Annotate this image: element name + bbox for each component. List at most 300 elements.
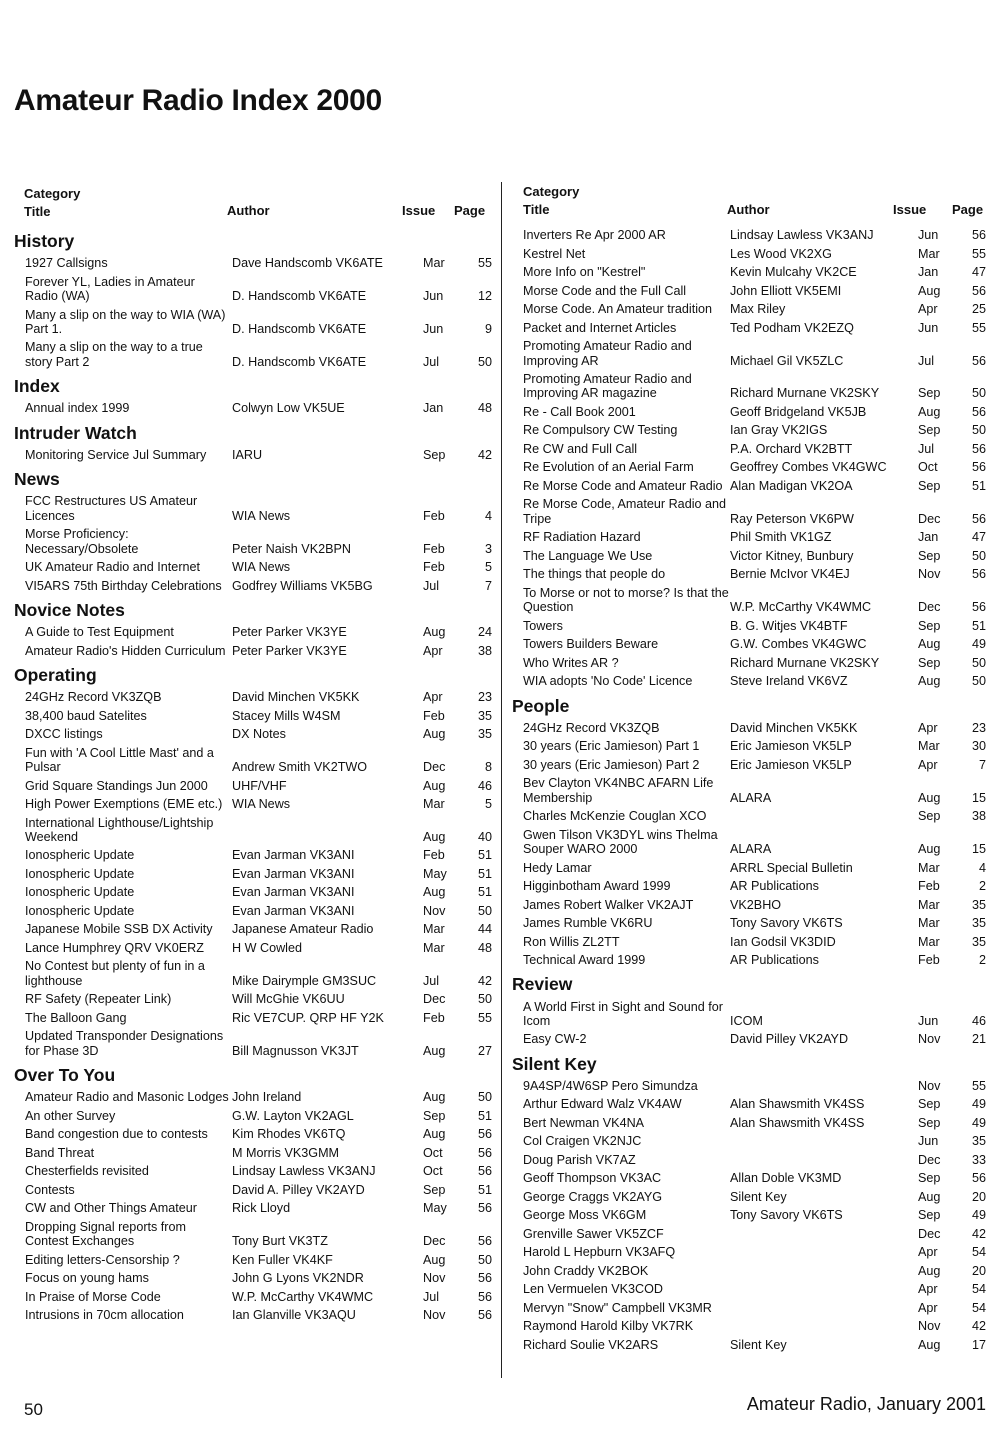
entry-author: Geoff Bridgeland VK5JB — [730, 404, 867, 419]
index-entry — [512, 497, 990, 526]
entry-title: Re CW and Full Call — [523, 441, 638, 456]
entry-title: Raymond Harold Kilby VK7RK — [523, 1319, 694, 1334]
entry-issue: Aug — [423, 625, 446, 640]
entry-title: Forever YL, Ladies in Amateur Radio (WA) — [25, 274, 195, 303]
entry-issue: Jul — [918, 441, 935, 456]
entry-page: 20 — [971, 1263, 986, 1278]
entry-page: 54 — [971, 1300, 986, 1315]
entry-issue: Apr — [423, 643, 443, 658]
entry-page: 3 — [484, 541, 492, 556]
page-number: 50 — [24, 1400, 43, 1419]
entry-title: Re Evolution of an Aerial Farm — [523, 460, 694, 475]
index-entry — [14, 1290, 494, 1304]
entry-author: Alan Shawsmith VK4SS — [730, 1097, 865, 1112]
entry-issue: Sep — [918, 655, 941, 670]
entry-author: Eric Jamieson VK5LP — [730, 757, 852, 772]
index-entry — [512, 265, 990, 279]
entry-title: 24GHz Record VK3ZQB — [523, 720, 660, 735]
entry-page: 35 — [971, 1134, 986, 1149]
category-heading: Silent Key — [512, 1053, 597, 1074]
category-heading: Review — [512, 974, 573, 995]
entry-title: Band Threat — [25, 1145, 95, 1160]
entry-issue: Mar — [918, 739, 940, 754]
index-entry — [14, 494, 494, 523]
entry-title: Morse Code. An Amateur tradition — [523, 302, 713, 317]
entry-author: John Elliott VK5EMI — [730, 283, 842, 298]
entry-author: Godfrey Williams VK5BG — [232, 578, 373, 593]
entry-title: Geoff Thompson VK3AC — [523, 1171, 662, 1186]
entry-page: 50 — [477, 1090, 492, 1105]
entry-issue: Sep — [423, 1108, 446, 1123]
entry-title: The things that people do — [523, 567, 666, 582]
category-heading: Intruder Watch — [14, 422, 137, 443]
entry-author: IARU — [232, 447, 263, 462]
entry-page: 9 — [484, 321, 492, 336]
index-column-left — [14, 180, 494, 1327]
entry-title: Editing letters-Censorship ? — [25, 1252, 180, 1267]
index-entry — [512, 1190, 990, 1204]
entry-page: 27 — [477, 1043, 492, 1058]
entry-issue: Mar — [423, 922, 445, 937]
index-entry — [14, 644, 494, 658]
entry-author: Richard Murnane VK2SKY — [730, 655, 880, 670]
entry-issue: Aug — [423, 885, 446, 900]
category-heading: People — [512, 695, 570, 716]
index-entry — [14, 885, 494, 899]
entry-issue: Jan — [918, 265, 939, 280]
entry-author: Ian Godsil VK3DID — [730, 934, 836, 949]
entry-title: Re Morse Code and Amateur Radio — [523, 478, 723, 493]
entry-author: David Minchen VK5KK — [730, 720, 858, 735]
index-entry — [512, 758, 990, 772]
entry-issue: Sep — [423, 1182, 446, 1197]
entry-title: George Moss VK6GM — [523, 1208, 647, 1223]
entry-title: Hedy Lamar — [523, 860, 592, 875]
entry-page: 56 — [971, 460, 986, 475]
entry-page: 2 — [978, 953, 986, 968]
entry-title: CW and Other Things Amateur — [25, 1201, 197, 1216]
entry-author: Evan Jarman VK3ANI — [232, 885, 355, 900]
entry-page: 47 — [971, 530, 986, 545]
entry-author: W.P. McCarthy VK4WMC — [232, 1289, 374, 1304]
entry-page: 56 — [477, 1308, 492, 1323]
entry-issue: Feb — [423, 1010, 445, 1025]
entry-issue: Apr — [423, 690, 443, 705]
entry-author: Phil Smith VK1GZ — [730, 530, 832, 545]
entry-issue: Jun — [918, 1134, 939, 1149]
index-entry — [512, 321, 990, 335]
index-entry — [512, 1032, 990, 1046]
index-entry — [14, 1011, 494, 1025]
entry-page: 48 — [477, 401, 492, 416]
entry-issue: Apr — [918, 720, 938, 735]
entry-issue: Aug — [918, 1189, 941, 1204]
entry-page: 56 — [971, 283, 986, 298]
entry-title: Richard Soulie VK2ARS — [523, 1337, 659, 1352]
entry-page: 12 — [477, 289, 492, 303]
entry-issue: Jul — [918, 353, 935, 368]
entry-issue: Dec — [918, 1226, 941, 1241]
entry-title: Who Writes AR ? — [523, 655, 619, 670]
category-heading: History — [14, 231, 75, 251]
entry-issue: Mar — [423, 797, 445, 812]
entry-issue: Aug — [918, 1337, 941, 1352]
entry-page: 48 — [477, 940, 492, 955]
entry-title: In Praise of Morse Code — [25, 1289, 161, 1304]
entry-title: Towers — [523, 618, 563, 633]
index-entry — [512, 302, 990, 316]
entry-author: Alan Madigan VK2OA — [730, 478, 853, 493]
entry-author: Kim Rhodes VK6TQ — [232, 1127, 346, 1142]
index-entry — [512, 879, 990, 893]
entry-author: B. G. Witjes VK4BTF — [730, 618, 848, 633]
entry-page: 23 — [971, 720, 986, 735]
entry-title: No Contest but plenty of fun in a lighthouse — [25, 959, 205, 988]
index-entry — [512, 1227, 990, 1241]
entry-author: G.W. Layton VK2AGL — [232, 1108, 354, 1123]
entry-author: Bernie McIvor VK4EJ — [730, 567, 850, 582]
entry-title: The Language We Use — [523, 548, 653, 563]
entry-author: WIA News — [232, 797, 291, 812]
entry-page: 56 — [971, 353, 986, 368]
entry-issue: Mar — [918, 246, 940, 261]
entry-title: RF Radiation Hazard — [523, 530, 641, 545]
entry-page: 51 — [477, 1182, 492, 1197]
entry-title: Monitoring Service Jul Summary — [25, 447, 207, 462]
entry-page: 33 — [971, 1152, 986, 1167]
entry-author: ICOM — [730, 1013, 763, 1028]
index-entry — [512, 1245, 990, 1259]
entry-page: 54 — [971, 1245, 986, 1260]
entry-page: 25 — [971, 302, 986, 317]
entry-page: 35 — [971, 916, 986, 931]
index-entry — [14, 867, 494, 881]
entry-title: High Power Exemptions (EME etc.) — [25, 797, 223, 812]
entry-page: 56 — [971, 600, 986, 615]
entry-page: 51 — [971, 478, 986, 493]
entry-page: 51 — [971, 618, 986, 633]
header-page: Page — [952, 202, 984, 217]
entry-page: 42 — [971, 1226, 986, 1241]
entry-issue: Mar — [423, 256, 445, 271]
entry-issue: Jul — [423, 354, 440, 369]
index-entry — [512, 423, 990, 437]
entry-author: Silent Key — [730, 1337, 787, 1352]
entry-issue: Dec — [423, 992, 446, 1007]
entry-author: Kevin Mulcahy VK2CE — [730, 265, 857, 280]
entry-title: Intrusions in 70cm allocation — [25, 1308, 184, 1323]
entry-title: Col Craigen VK2NJC — [523, 1134, 642, 1149]
entry-page: 56 — [971, 567, 986, 582]
entry-title: James Rumble VK6RU — [523, 916, 653, 931]
entry-title: Updated Transponder Designations for Phase 3D — [25, 1029, 224, 1058]
index-entry — [512, 637, 990, 651]
entry-issue: Dec — [918, 600, 941, 615]
index-entry — [512, 479, 990, 493]
entry-page: 38 — [477, 643, 492, 658]
index-entry — [14, 1183, 494, 1197]
entry-page: 35 — [971, 897, 986, 912]
entry-author: Tony Savory VK6TS — [730, 916, 843, 931]
index-entry — [512, 935, 990, 949]
entry-issue: Apr — [918, 1282, 938, 1297]
entry-page: 4 — [484, 508, 492, 523]
entry-title: Focus on young hams — [25, 1271, 149, 1286]
entry-title: Many a slip on the way to WIA (WA) Part 1. — [25, 307, 226, 336]
entry-issue: Aug — [423, 727, 446, 742]
entry-issue: Sep — [918, 809, 941, 824]
entry-issue: Nov — [423, 1308, 446, 1323]
entry-author: VK2BHO — [730, 897, 782, 912]
entry-title: Ron Willis ZL2TT — [523, 934, 620, 949]
entry-issue: Sep — [918, 618, 941, 633]
entry-page: 35 — [477, 727, 492, 742]
entry-issue: Nov — [918, 1078, 941, 1093]
entry-page: 30 — [971, 739, 986, 754]
index-entry — [14, 275, 494, 304]
entry-author: M Morris VK3GMM — [232, 1145, 340, 1160]
entry-page: 35 — [477, 708, 492, 723]
index-entry — [14, 1220, 494, 1249]
index-entry — [14, 527, 494, 556]
entry-author: ARRL Special Bulletin — [730, 860, 853, 875]
entry-title: An other Survey — [25, 1108, 116, 1123]
index-entry — [512, 1000, 990, 1029]
index-column-right — [512, 180, 990, 1356]
entry-author: Lindsay Lawless VK3ANJ — [232, 1164, 376, 1179]
right-sections — [512, 695, 990, 1353]
entry-issue: Feb — [423, 708, 445, 723]
entry-author: Ted Podham VK2EZQ — [730, 320, 854, 335]
entry-title: Amateur Radio's Hidden Curriculum — [25, 643, 226, 658]
index-entry — [512, 247, 990, 261]
index-entry — [512, 460, 990, 474]
entry-title: To Morse or not to morse? Is that the Question — [523, 585, 729, 615]
entry-author: Richard Murnane VK2SKY — [730, 386, 880, 401]
entry-author: UHF/VHF — [232, 778, 287, 793]
header-category: Category — [24, 186, 81, 201]
entry-author: Steve Ireland VK6VZ — [730, 674, 848, 689]
entry-title: Charles McKenzie Couglan XCO — [523, 809, 707, 824]
index-entry — [512, 1338, 990, 1352]
entry-author: Ric VE7CUP. QRP HF Y2K — [232, 1010, 384, 1025]
entry-page: 49 — [971, 1208, 986, 1223]
entry-page: 40 — [477, 829, 492, 844]
entry-issue: Aug — [918, 637, 941, 652]
entry-page: 49 — [971, 1097, 986, 1112]
entry-page: 35 — [971, 934, 986, 949]
index-entry — [512, 828, 990, 857]
entry-page: 47 — [971, 265, 986, 280]
entry-issue: Aug — [918, 283, 941, 298]
entry-issue: Dec — [423, 760, 446, 775]
entry-title: Arthur Edward Walz VK4AW — [523, 1097, 682, 1112]
index-entry — [14, 992, 494, 1006]
entry-title: Kestrel Net — [523, 246, 586, 261]
entry-page: 42 — [477, 447, 492, 462]
entry-page: 21 — [971, 1032, 986, 1047]
entry-author: Evan Jarman VK3ANI — [232, 866, 355, 881]
index-entry — [14, 779, 494, 793]
entry-page: 42 — [477, 973, 492, 988]
index-entry — [512, 898, 990, 912]
entry-issue: Jul — [423, 973, 440, 988]
index-entry — [14, 448, 494, 462]
entry-author: AR Publications — [730, 953, 819, 968]
entry-author: Les Wood VK2XG — [730, 246, 832, 261]
entry-page: 50 — [971, 674, 986, 689]
index-entry — [512, 1264, 990, 1278]
entry-issue: Nov — [423, 1271, 446, 1286]
entry-issue: Aug — [423, 1090, 446, 1105]
entry-title: Gwen Tilson VK3DYL wins Thelma Souper WARO 2000 — [523, 827, 718, 857]
column-header — [512, 180, 990, 224]
category-heading: News — [14, 469, 60, 490]
column-header — [14, 180, 494, 224]
column-divider — [501, 182, 502, 1378]
page-title: Amateur Radio Index 2000 — [14, 84, 382, 117]
entry-title: International Lighthouse/Lightship Weekend — [25, 815, 214, 844]
entry-issue: Mar — [918, 916, 940, 931]
entry-page: 51 — [477, 866, 492, 881]
entry-author: Rick Lloyd — [232, 1201, 291, 1216]
entry-title: Re Morse Code, Amateur Radio and Tripe — [523, 497, 727, 526]
entry-title: Lance Humphrey QRV VK0ERZ — [25, 940, 204, 955]
entry-page: 44 — [477, 922, 492, 937]
entry-title: Promoting Amateur Radio and Improving AR — [523, 339, 692, 368]
index-entry — [14, 1271, 494, 1285]
index-entry — [14, 1109, 494, 1123]
entry-title: WIA adopts 'No Code' Licence — [523, 674, 693, 689]
entry-issue: Aug — [423, 1252, 446, 1267]
index-entry — [14, 816, 494, 845]
entry-page: 50 — [971, 548, 986, 563]
entry-author: ALARA — [730, 790, 772, 805]
entry-title: DXCC listings — [25, 727, 103, 742]
entry-title: Chesterfields revisited — [25, 1164, 149, 1179]
index-entry — [14, 579, 494, 593]
index-entry — [14, 904, 494, 918]
index-entry — [14, 746, 494, 775]
entry-issue: Jan — [918, 530, 939, 545]
entry-page: 5 — [484, 560, 492, 575]
entry-issue: Apr — [918, 757, 938, 772]
entry-issue: Nov — [423, 903, 446, 918]
entry-issue: Sep — [918, 548, 941, 563]
entry-issue: Sep — [918, 478, 941, 493]
header-issue: Issue — [893, 202, 927, 217]
entry-author: Colwyn Low VK5UE — [232, 401, 345, 416]
entry-issue: Aug — [918, 404, 941, 419]
index-entry — [14, 560, 494, 574]
entry-author: Mike Dairymple GM3SUC — [232, 973, 377, 988]
entry-title: Technical Award 1999 — [523, 953, 646, 968]
index-entry — [512, 776, 990, 805]
entry-issue: Jun — [918, 320, 939, 335]
header-author: Author — [227, 203, 270, 218]
entry-author: Will McGhie VK6UU — [232, 992, 345, 1007]
index-entry — [512, 1097, 990, 1111]
entry-author: David Pilley VK2AYD — [730, 1032, 849, 1047]
entry-author: Silent Key — [730, 1189, 787, 1204]
entry-page: 55 — [477, 1010, 492, 1025]
entry-page: 7 — [484, 578, 492, 593]
entry-issue: Feb — [423, 848, 445, 863]
index-entry — [512, 549, 990, 563]
index-entry — [512, 1208, 990, 1222]
entry-author: DX Notes — [232, 727, 286, 742]
index-entry — [512, 1282, 990, 1296]
entry-issue: Jun — [918, 1013, 939, 1028]
entry-issue: Dec — [423, 1234, 446, 1249]
entry-page: 55 — [477, 256, 492, 271]
entry-author: Ray Peterson VK6PW — [730, 511, 854, 526]
entry-issue: Aug — [423, 1043, 446, 1058]
entry-author: D. Handscomb VK6ATE — [232, 289, 367, 303]
entry-author: ALARA — [730, 842, 772, 857]
index-entry — [14, 1029, 494, 1058]
entry-page: 55 — [971, 320, 986, 335]
header-issue: Issue — [402, 203, 436, 218]
entry-author: Japanese Amateur Radio — [232, 922, 374, 937]
index-entry — [14, 727, 494, 741]
entry-issue: Aug — [918, 842, 941, 857]
index-entry — [512, 284, 990, 298]
index-entry — [512, 586, 990, 615]
index-entry — [512, 674, 990, 688]
entry-title: Annual index 1999 — [25, 401, 130, 416]
entry-author: AR Publications — [730, 879, 819, 894]
entry-author: WIA News — [232, 508, 291, 523]
entry-title: Ionospheric Update — [25, 848, 135, 863]
index-entry — [512, 721, 990, 735]
entry-issue: Aug — [918, 674, 941, 689]
entry-page: 20 — [971, 1189, 986, 1204]
entry-author: D. Handscomb VK6ATE — [232, 354, 367, 369]
entry-issue: Mar — [918, 860, 940, 875]
entry-page: 2 — [978, 879, 986, 894]
continued-rows — [512, 228, 990, 689]
entry-author: Eric Jamieson VK5LP — [730, 739, 852, 754]
entry-issue: Feb — [423, 508, 445, 523]
index-entry — [512, 442, 990, 456]
entry-page: 55 — [971, 246, 986, 261]
index-entry — [14, 1164, 494, 1178]
entry-page: 50 — [971, 423, 986, 438]
index-entry — [512, 809, 990, 823]
entry-author: John G Lyons VK2NDR — [232, 1271, 364, 1286]
entry-issue: Feb — [918, 879, 940, 894]
entry-issue: Jun — [918, 228, 939, 243]
index-entry — [14, 1308, 494, 1322]
entry-title: Grid Square Standings Jun 2000 — [25, 778, 208, 793]
index-entry — [512, 1301, 990, 1315]
entry-author: G.W. Combes VK4GWC — [730, 637, 867, 652]
entry-page: 4 — [978, 860, 986, 875]
entry-page: 54 — [971, 1282, 986, 1297]
entry-page: 50 — [477, 354, 492, 369]
entry-issue: Aug — [423, 778, 446, 793]
entry-title: Contests — [25, 1182, 75, 1197]
entry-title: Dropping Signal reports from Contest Exchanges — [25, 1219, 186, 1249]
entry-page: 50 — [477, 903, 492, 918]
entry-page: 5 — [484, 797, 492, 812]
entry-issue: Jan — [423, 401, 444, 416]
entry-title: Packet and Internet Articles — [523, 320, 677, 335]
entry-issue: Aug — [918, 1263, 941, 1278]
index-entry — [512, 861, 990, 875]
entry-issue: Mar — [918, 934, 940, 949]
